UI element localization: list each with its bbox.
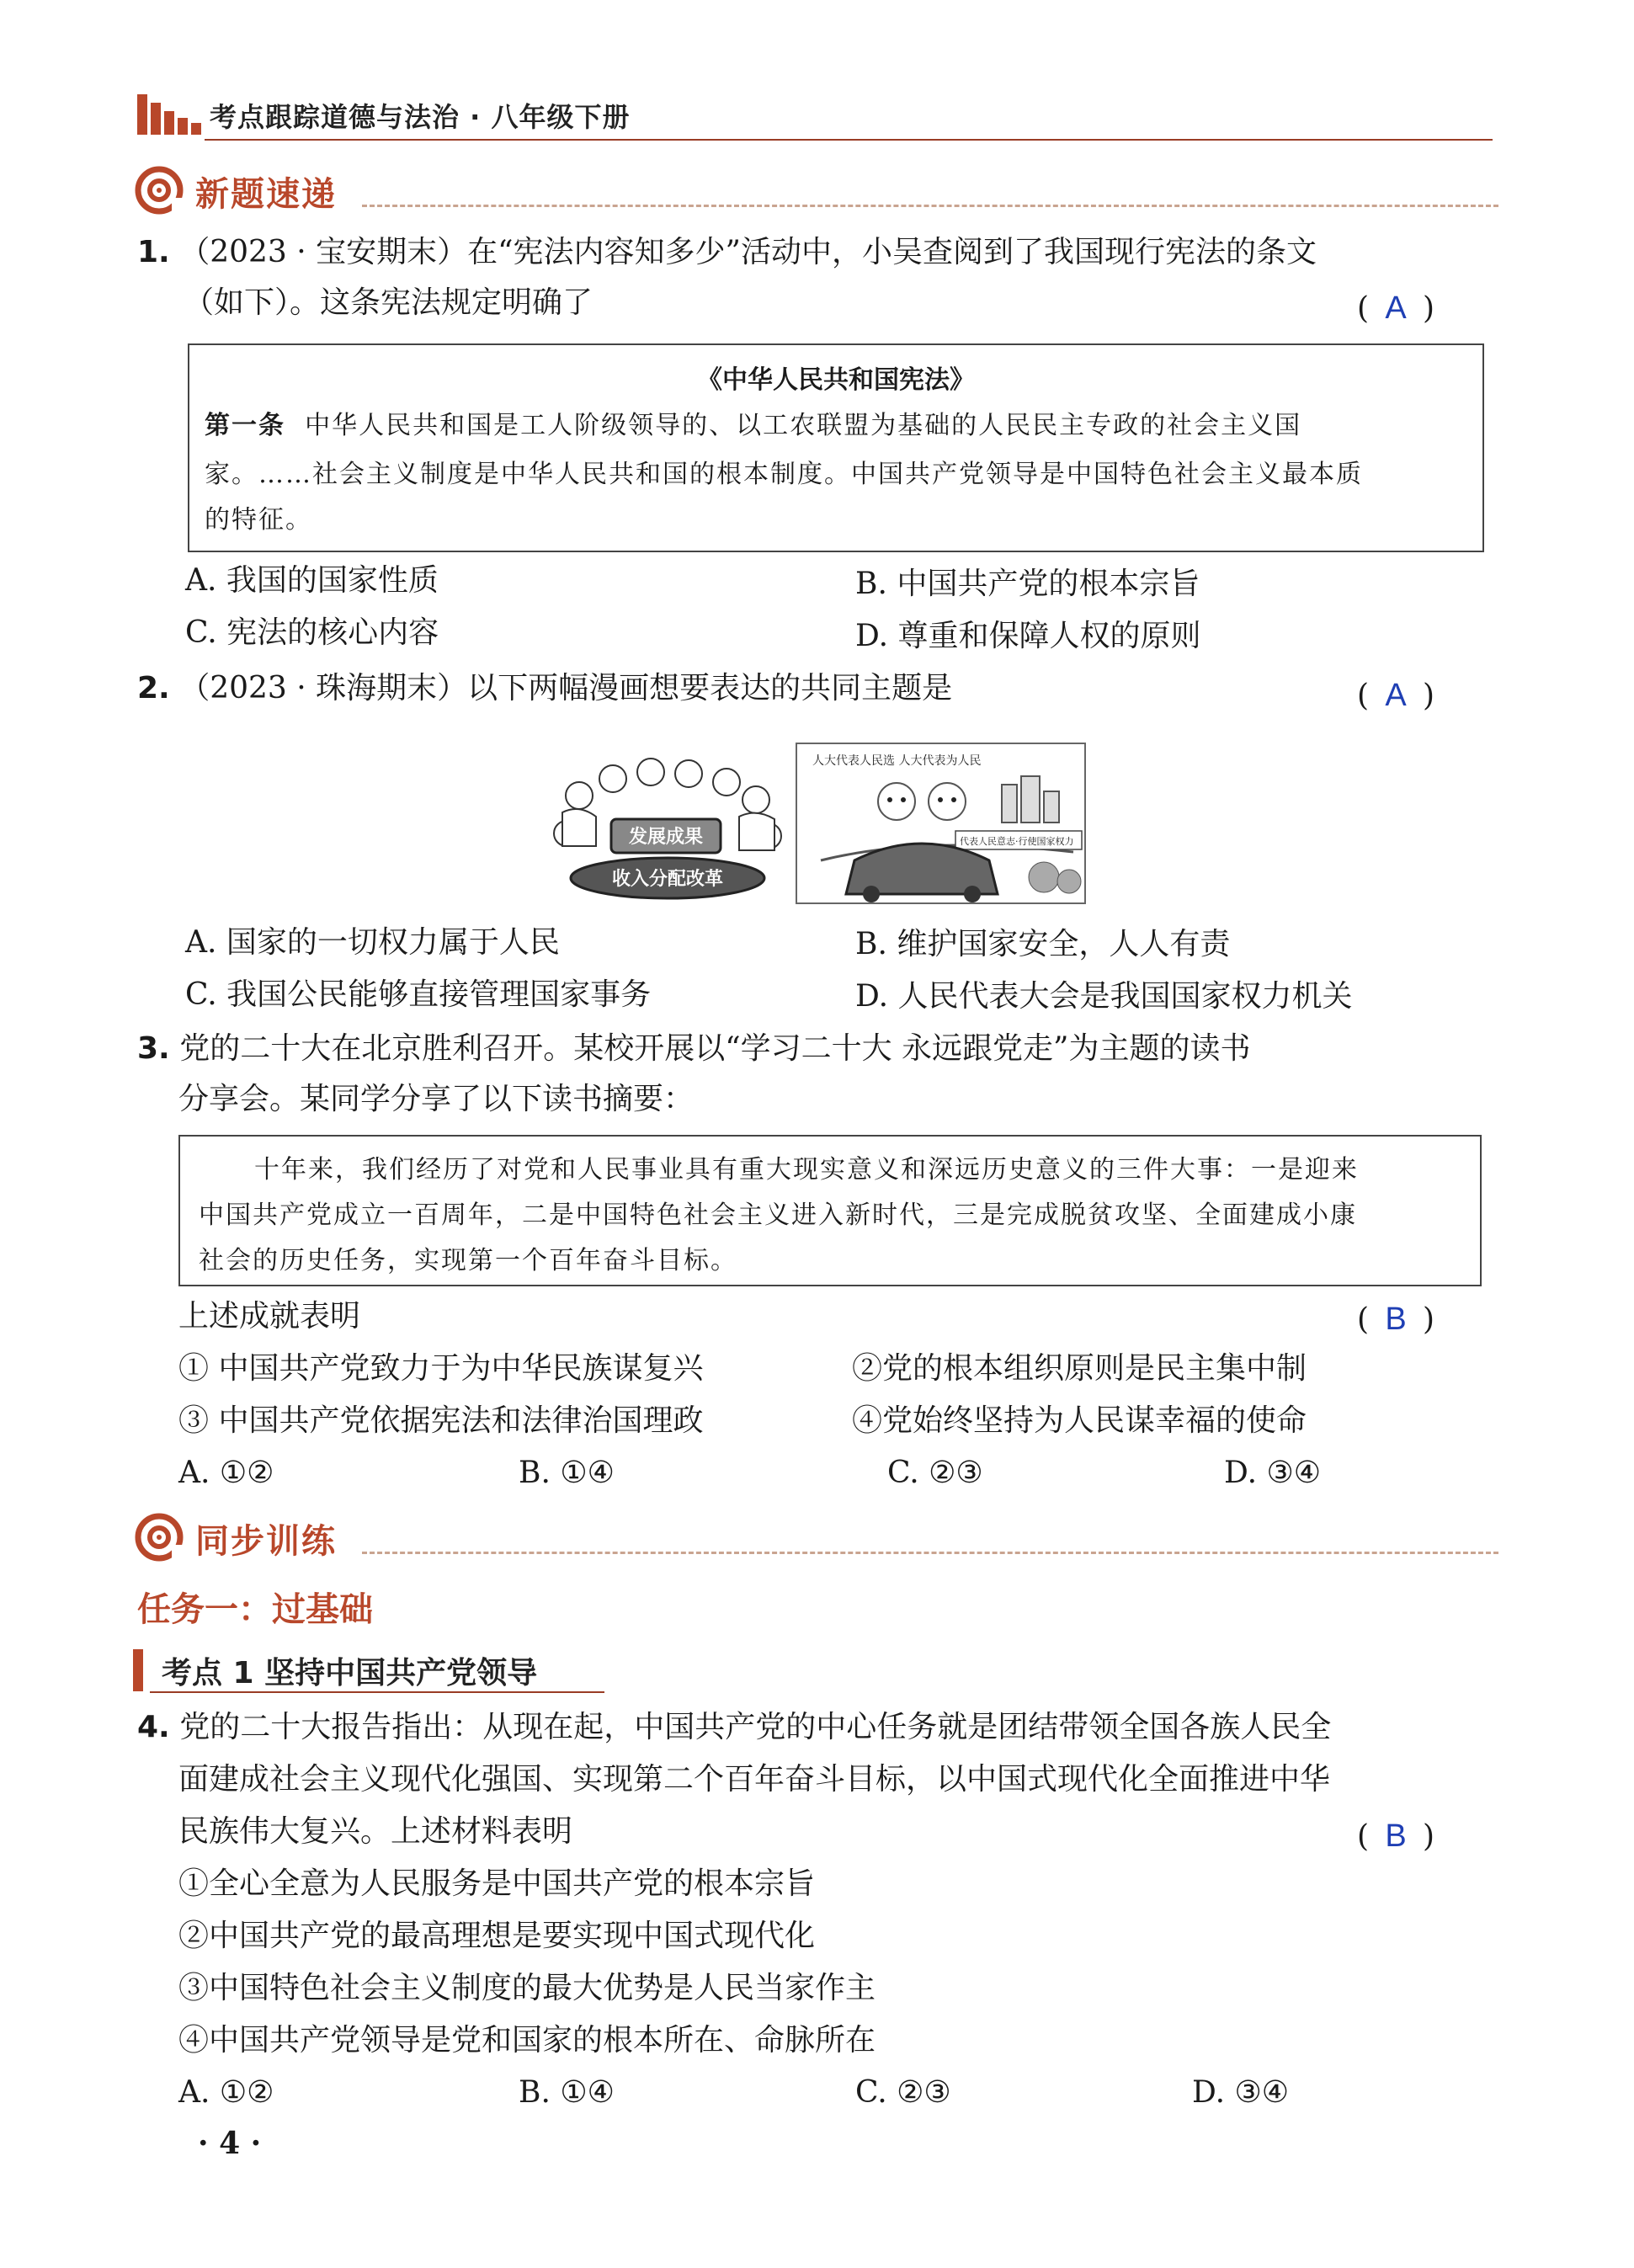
q3-line2: 分享会。某同学分享了以下读书摘要： <box>178 1082 695 1116</box>
header-title: 考点跟踪道德与法治 · 八年级下册 <box>210 101 631 133</box>
section-dash <box>362 205 1498 207</box>
q4-answer: ( B ) <box>1357 1818 1435 1854</box>
q4-line3: 民族伟大复兴。上述材料表明 <box>178 1814 573 1849</box>
q1-option-d[interactable]: D. 尊重和保障人权的原则 <box>855 619 1201 653</box>
cartoon1-label-top: 发展成果 <box>628 827 704 848</box>
answer-letter: A <box>1385 678 1407 713</box>
q4-statement-4: ④中国共产党领导是党和国家的根本所在、命脉所在 <box>178 2023 876 2058</box>
page-header <box>137 94 1493 141</box>
box-line-3: 的特征。 <box>205 505 312 535</box>
header-divider <box>205 139 1493 141</box>
box-line-2: 中国共产党成立一百周年，二是中国特色社会主义进入新时代，三是完成脱贫攻坚、全面建成小康 <box>199 1201 1357 1230</box>
q4-option-b[interactable]: B. ①④ <box>519 2075 615 2110</box>
question-number: 4. <box>137 1710 170 1744</box>
q2-option-c[interactable]: C. 我国公民能够直接管理国家事务 <box>185 977 652 1012</box>
q1-answer: ( A ) <box>1357 290 1435 326</box>
section-dash <box>362 1552 1498 1554</box>
task-heading: 任务一：过基础 <box>137 1590 373 1629</box>
q3-statement-3: ③ 中国共产党依据宪法和法律治国理政 <box>178 1403 704 1438</box>
q3-statement-1: ① 中国共产党致力于为中华民族谋复兴 <box>178 1351 704 1386</box>
box-title: 《中华人民共和国宪法》 <box>697 365 975 395</box>
keypoint-bar <box>133 1649 143 1691</box>
box-line-1 <box>205 404 1301 441</box>
q4-option-d[interactable]: D. ③④ <box>1192 2075 1290 2110</box>
q2-option-a[interactable]: A. 国家的一切权力属于人民 <box>185 925 560 960</box>
q4-stem: 党的二十大报告指出：从现在起，中国共产党的中心任务就是团结带领全国各族人民全 <box>179 1710 1332 1744</box>
q1-quote-box <box>188 343 1484 552</box>
box-line-2: 家。……社会主义制度是中华人民共和国的根本制度。中国共产党领导是中国特色社会主义最本质 <box>205 460 1363 489</box>
q4-line2: 面建成社会主义现代化强国、实现第二个百年奋斗目标，以中国式现代化全面推进中华 <box>178 1762 1331 1797</box>
box-line-3: 社会的历史任务，实现第一个百年奋斗目标。 <box>199 1246 737 1275</box>
q4-option-c[interactable]: C. ②③ <box>855 2075 951 2110</box>
q1-line2: （如下）。这条宪法规定明确了 <box>184 285 593 320</box>
q3-option-c[interactable]: C. ②③ <box>887 1456 983 1490</box>
target-icon <box>135 1513 187 1562</box>
section-title: 新题速递 <box>195 175 337 214</box>
cartoon2-label-banner: 代表人民意志·行使国家权力 <box>960 836 1074 847</box>
keypoint-underline <box>150 1691 604 1693</box>
section-sync-training <box>135 1511 1498 1563</box>
q1-line1 <box>137 234 1317 270</box>
q3-answer: ( B ) <box>1357 1302 1435 1337</box>
cartoon2-label-top: 人大代表人民选 人大代表为人民 <box>812 754 982 768</box>
box-line-1: 十年来，我们经历了对党和人民事业具有重大现实意义和深远历史意义的三件大事：一是迎来 <box>254 1155 1359 1185</box>
article-label: 第一条 <box>205 411 285 440</box>
section-new-questions <box>135 164 1498 216</box>
answer-letter: B <box>1385 1818 1407 1854</box>
q3-option-b[interactable]: B. ①④ <box>519 1456 615 1490</box>
q4-option-a[interactable]: A. ①② <box>178 2075 274 2110</box>
q1-option-a[interactable]: A. 我国的国家性质 <box>185 563 439 598</box>
q3-stem-question: 上述成就表明 <box>178 1299 361 1334</box>
article-text: 中华人民共和国是工人阶级领导的、以工农联盟为基础的人民民主专政的社会主义国 <box>305 411 1302 440</box>
q3-option-d[interactable]: D. ③④ <box>1224 1456 1322 1490</box>
q1-option-c[interactable]: C. 宪法的核心内容 <box>185 615 439 650</box>
keypoint-heading <box>133 1646 604 1693</box>
q3-statement-4: ④党始终坚持为人民谋幸福的使命 <box>852 1403 1307 1438</box>
q3-option-a[interactable]: A. ①② <box>178 1456 274 1490</box>
q1-option-b[interactable]: B. 中国共产党的根本宗旨 <box>855 567 1200 601</box>
cartoon1-label-bottom: 收入分配改革 <box>611 869 724 890</box>
q2-option-d[interactable]: D. 人民代表大会是我国国家权力机关 <box>855 979 1353 1014</box>
q3-line1 <box>137 1030 1250 1067</box>
question-number: 2. <box>137 671 170 705</box>
q4-statement-3: ③中国特色社会主义制度的最大优势是人民当家作主 <box>178 1971 876 2005</box>
cartoon-npc-deputies <box>796 743 1086 904</box>
question-number: 3. <box>137 1031 170 1066</box>
q4-statement-2: ②中国共产党的最高理想是要实现中国式现代化 <box>178 1919 816 1953</box>
page-number: · 4 · <box>198 2126 262 2161</box>
question-number: 1. <box>137 235 170 269</box>
q3-quote-box <box>178 1135 1482 1286</box>
q1-stem: （2023 · 宝安期末）在“宪法内容知多少”活动中，小吴查阅到了我国现行宪法的条文 <box>179 235 1317 269</box>
q4-line1 <box>137 1709 1331 1745</box>
cartoon-income-distribution <box>546 753 790 901</box>
section-title: 同步训练 <box>195 1522 337 1561</box>
book-bars-icon <box>137 94 205 135</box>
answer-letter: A <box>1385 290 1407 326</box>
q3-stem: 党的二十大在北京胜利召开。某校开展以“学习二十大 永远跟党走”为主题的读书 <box>179 1031 1251 1066</box>
q2-stem: （2023 · 珠海期末）以下两幅漫画想要表达的共同主题是 <box>179 671 953 705</box>
answer-letter: B <box>1385 1302 1407 1337</box>
q2-line1 <box>137 670 952 706</box>
q3-statement-2: ②党的根本组织原则是民主集中制 <box>852 1351 1307 1386</box>
q2-option-b[interactable]: B. 维护国家安全，人人有责 <box>855 927 1231 961</box>
q2-answer: ( A ) <box>1357 678 1435 713</box>
q4-statement-1: ①全心全意为人民服务是中国共产党的根本宗旨 <box>178 1866 816 1901</box>
target-icon <box>135 166 187 215</box>
keypoint-title: 考点 1 坚持中国共产党领导 <box>162 1656 538 1690</box>
